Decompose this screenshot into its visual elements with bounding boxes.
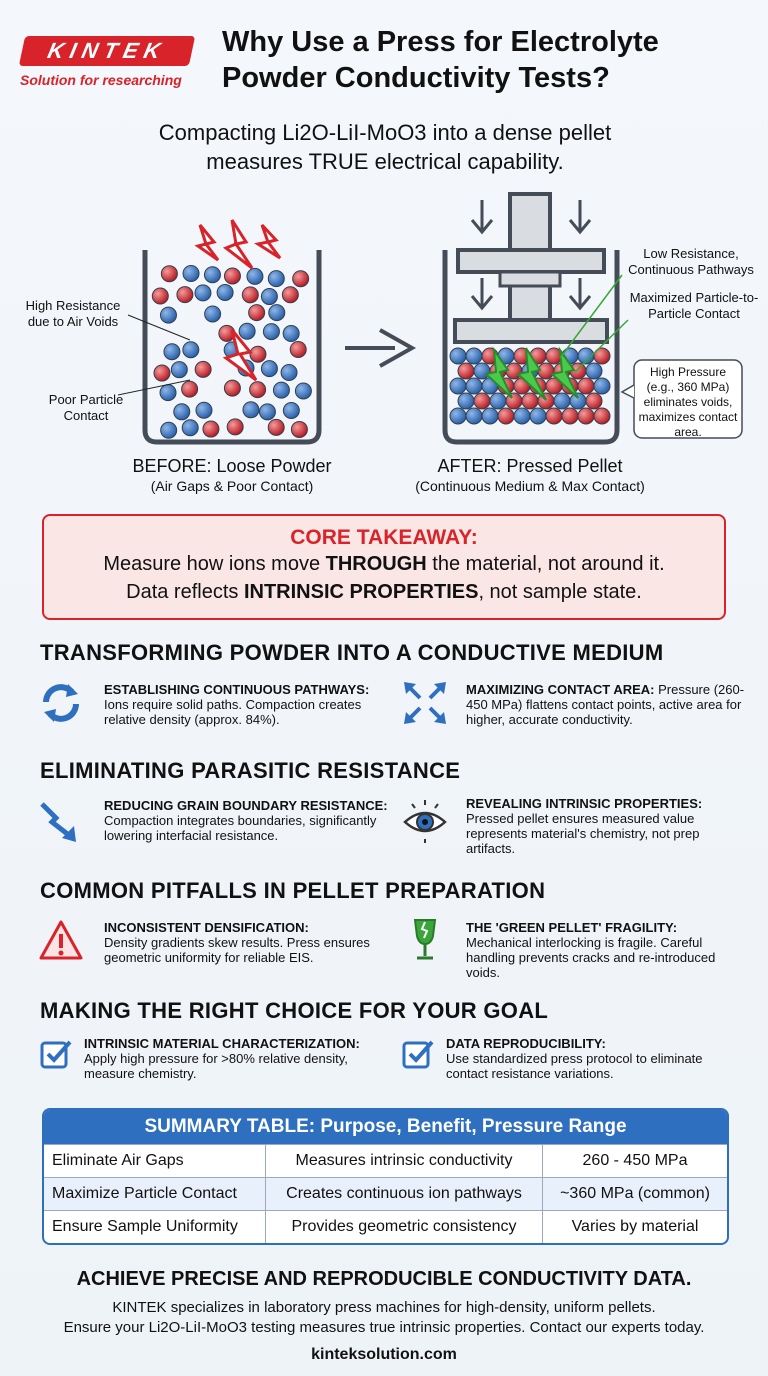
red-particle xyxy=(195,361,211,377)
blue-particle xyxy=(281,365,297,381)
blue-particle xyxy=(530,408,546,424)
red-particle xyxy=(538,363,554,379)
item-inconsistent-densification: INCONSISTENT DENSIFICATION: Density gradients skew results. Press ensures geometric uniformity for reliable EIS. xyxy=(104,920,370,965)
expand-arrows-icon xyxy=(402,680,448,726)
blue-particle xyxy=(160,385,176,401)
page-subtitle: Compacting Li2O-LiI-MoO3 into a dense pellet measures TRUE electrical capability. xyxy=(158,120,612,174)
item-intrinsic-properties: REVEALING INTRINSIC PROPERTIES: Pressed pellet ensures measured value represents material's chemistry, not prep artifacts. xyxy=(466,796,703,856)
blue-particle xyxy=(594,378,610,394)
red-particle xyxy=(546,408,562,424)
core-takeaway-line2: Data reflects INTRINSIC PROPERTIES, not sample state. xyxy=(126,581,642,603)
press-apparatus xyxy=(455,194,607,342)
red-particle xyxy=(177,287,193,303)
callout-poor-contact: Poor Particle Contact xyxy=(48,392,124,423)
transform-arrow-icon xyxy=(345,330,412,366)
blue-particle xyxy=(174,404,190,420)
blue-particle xyxy=(458,393,474,409)
blue-particle xyxy=(247,268,263,284)
blue-particle xyxy=(268,271,284,287)
callout-pressure: High Pressure (e.g., 360 MPa) eliminates voids, maximizes contact area. xyxy=(638,365,738,439)
item-grain-boundary: REDUCING GRAIN BOUNDARY RESISTANCE: Compaction integrates boundaries, significantly lowering interfacial resistance. xyxy=(104,798,388,843)
table-cell: Creates continuous ion pathways xyxy=(266,1178,543,1211)
blue-particle xyxy=(466,348,482,364)
callout-max-contact: Maximized Particle-to-Particle Contact xyxy=(629,290,759,321)
callout-low-resistance: Low Resistance, Continuous Pathways xyxy=(628,246,754,277)
item-data-reproducibility: DATA REPRODUCIBILITY: Use standardized press protocol to eliminate contact resistance variations. xyxy=(446,1036,703,1081)
table-row xyxy=(44,1145,727,1178)
blue-particle xyxy=(466,408,482,424)
down-arrow-icon xyxy=(472,200,492,232)
red-particle xyxy=(562,408,578,424)
blue-particle xyxy=(161,422,177,438)
red-particle xyxy=(249,305,265,321)
loose-particles xyxy=(152,265,311,438)
footer-text: KINTEK specializes in laboratory press machines for high-density, uniform pellets. Ensure your Li2O-LiI-MoO3 testing measures true intrinsic properties. Contact our experts today. xyxy=(63,1299,705,1336)
before-after-illustration xyxy=(0,180,768,510)
checkbox-icon xyxy=(402,1038,434,1070)
checkbox-icon xyxy=(40,1038,72,1070)
logo-tagline: Solution for researching xyxy=(20,72,182,88)
after-sublabel: (Continuous Medium & Max Contact) xyxy=(415,478,645,494)
blue-particle xyxy=(261,361,277,377)
section-heading-pitfalls: COMMON PITFALLS IN PELLET PREPARATION xyxy=(40,878,546,903)
summary-table-title: SUMMARY TABLE: Purpose, Benefit, Pressure Range xyxy=(44,1110,727,1144)
blue-particle xyxy=(450,408,466,424)
red-particle xyxy=(458,363,474,379)
blue-particle xyxy=(164,344,180,360)
table-row xyxy=(44,1211,727,1244)
red-particle xyxy=(154,365,170,381)
blue-particle xyxy=(570,393,586,409)
warning-icon xyxy=(38,918,84,964)
red-particle xyxy=(161,266,177,282)
red-particle xyxy=(242,287,258,303)
blue-particle xyxy=(514,408,530,424)
blue-particle xyxy=(466,378,482,394)
table-cell: Ensure Sample Uniformity xyxy=(44,1211,266,1244)
section-heading-parasitic: ELIMINATING PARASITIC RESISTANCE xyxy=(40,758,461,783)
blue-particle xyxy=(195,285,211,301)
red-particle xyxy=(290,341,306,357)
red-particle xyxy=(594,408,610,424)
core-takeaway-heading: CORE TAKEAWAY: xyxy=(290,526,478,549)
red-particle xyxy=(522,393,538,409)
table-cell: Varies by material xyxy=(543,1211,728,1244)
blue-particle xyxy=(204,267,220,283)
blue-particle xyxy=(450,378,466,394)
blue-particle xyxy=(490,393,506,409)
down-arrow-icon xyxy=(570,278,590,308)
zigzag-down-arrow-icon xyxy=(38,798,84,844)
blue-particle xyxy=(239,323,255,339)
footer-url-link[interactable]: kinteksolution.com xyxy=(311,1346,457,1363)
blue-particle xyxy=(182,420,198,436)
red-particle xyxy=(250,382,266,398)
table-cell: Eliminate Air Gaps xyxy=(44,1145,266,1178)
eye-icon xyxy=(402,798,448,844)
cycle-arrows-icon xyxy=(38,680,84,726)
down-arrow-icon xyxy=(472,278,492,308)
table-cell: Provides geometric consistency xyxy=(266,1211,543,1244)
summary-table xyxy=(42,1108,729,1245)
item-intrinsic-characterization: INTRINSIC MATERIAL CHARACTERIZATION: Apply high pressure for >80% relative density, measure chemistry. xyxy=(84,1036,360,1081)
red-particle xyxy=(578,378,594,394)
blue-particle xyxy=(171,362,187,378)
blue-particle xyxy=(243,402,259,418)
blue-particle xyxy=(205,306,221,322)
red-particle xyxy=(586,393,602,409)
table-row xyxy=(44,1178,727,1211)
kintek-logo: KINTEK xyxy=(19,36,195,66)
blue-particle xyxy=(217,284,233,300)
red-particle xyxy=(203,421,219,437)
red-particle xyxy=(224,268,240,284)
red-particle xyxy=(282,287,298,303)
blue-particle xyxy=(450,348,466,364)
blue-particle xyxy=(183,342,199,358)
after-label: AFTER: Pressed Pellet xyxy=(437,456,623,476)
blue-particle xyxy=(586,363,602,379)
red-particle xyxy=(293,271,309,287)
footer-heading: ACHIEVE PRECISE AND REPRODUCIBLE CONDUCTIVITY DATA. xyxy=(76,1268,692,1290)
before-sublabel: (Air Gaps & Poor Contact) xyxy=(150,478,314,494)
item-green-pellet: THE 'GREEN PELLET' FRAGILITY: Mechanical interlocking is fragile. Careful handling prevents cracks and re-introduced voids. xyxy=(466,920,716,980)
blue-particle xyxy=(295,383,311,399)
core-takeaway-line1: Measure how ions move THROUGH the material, not around it. xyxy=(103,553,665,575)
red-particle xyxy=(182,381,198,397)
blue-particle xyxy=(269,305,285,321)
red-particle xyxy=(291,421,307,437)
blue-particle xyxy=(259,404,275,420)
table-cell: 260 - 450 MPa xyxy=(543,1145,728,1178)
blue-particle xyxy=(482,408,498,424)
before-label: BEFORE: Loose Powder xyxy=(132,456,332,476)
table-cell: Maximize Particle Contact xyxy=(44,1178,266,1211)
broken-glass-icon xyxy=(402,916,448,962)
blue-particle xyxy=(273,382,289,398)
core-takeaway-box xyxy=(42,514,726,620)
item-continuous-pathways: ESTABLISHING CONTINUOUS PATHWAYS: Ions require solid paths. Compaction creates relative density (approx. 84%). xyxy=(104,682,370,727)
blue-particle xyxy=(283,403,299,419)
section-heading-transforming: TRANSFORMING POWDER INTO A CONDUCTIVE MEDIUM xyxy=(40,640,664,665)
blue-particle xyxy=(261,289,277,305)
blue-particle xyxy=(263,324,279,340)
red-particle xyxy=(268,419,284,435)
blue-particle xyxy=(283,326,299,342)
blue-particle xyxy=(183,265,199,281)
table-cell: Measures intrinsic conductivity xyxy=(266,1145,543,1178)
callout-high-resistance: High Resistance due to Air Voids xyxy=(25,298,121,329)
blue-particle xyxy=(196,402,212,418)
blue-particle xyxy=(554,393,570,409)
red-particle xyxy=(227,419,243,435)
red-particle xyxy=(578,408,594,424)
item-contact-area: MAXIMIZING CONTACT AREA: Pressure (260-450 MPa) flattens contact points, active area for higher, accurate conductivity. xyxy=(466,682,745,727)
red-particle xyxy=(152,288,168,304)
section-heading-right-choice: MAKING THE RIGHT CHOICE FOR YOUR GOAL xyxy=(40,998,549,1023)
red-particle xyxy=(498,408,514,424)
down-arrow-icon xyxy=(570,200,590,232)
red-particle xyxy=(250,346,266,362)
table-cell: ~360 MPa (common) xyxy=(543,1178,728,1211)
red-particle xyxy=(224,380,240,396)
blue-particle xyxy=(160,307,176,323)
page-title: Why Use a Press for Electrolyte Powder Conductivity Tests? xyxy=(222,26,659,94)
red-particle xyxy=(474,393,490,409)
